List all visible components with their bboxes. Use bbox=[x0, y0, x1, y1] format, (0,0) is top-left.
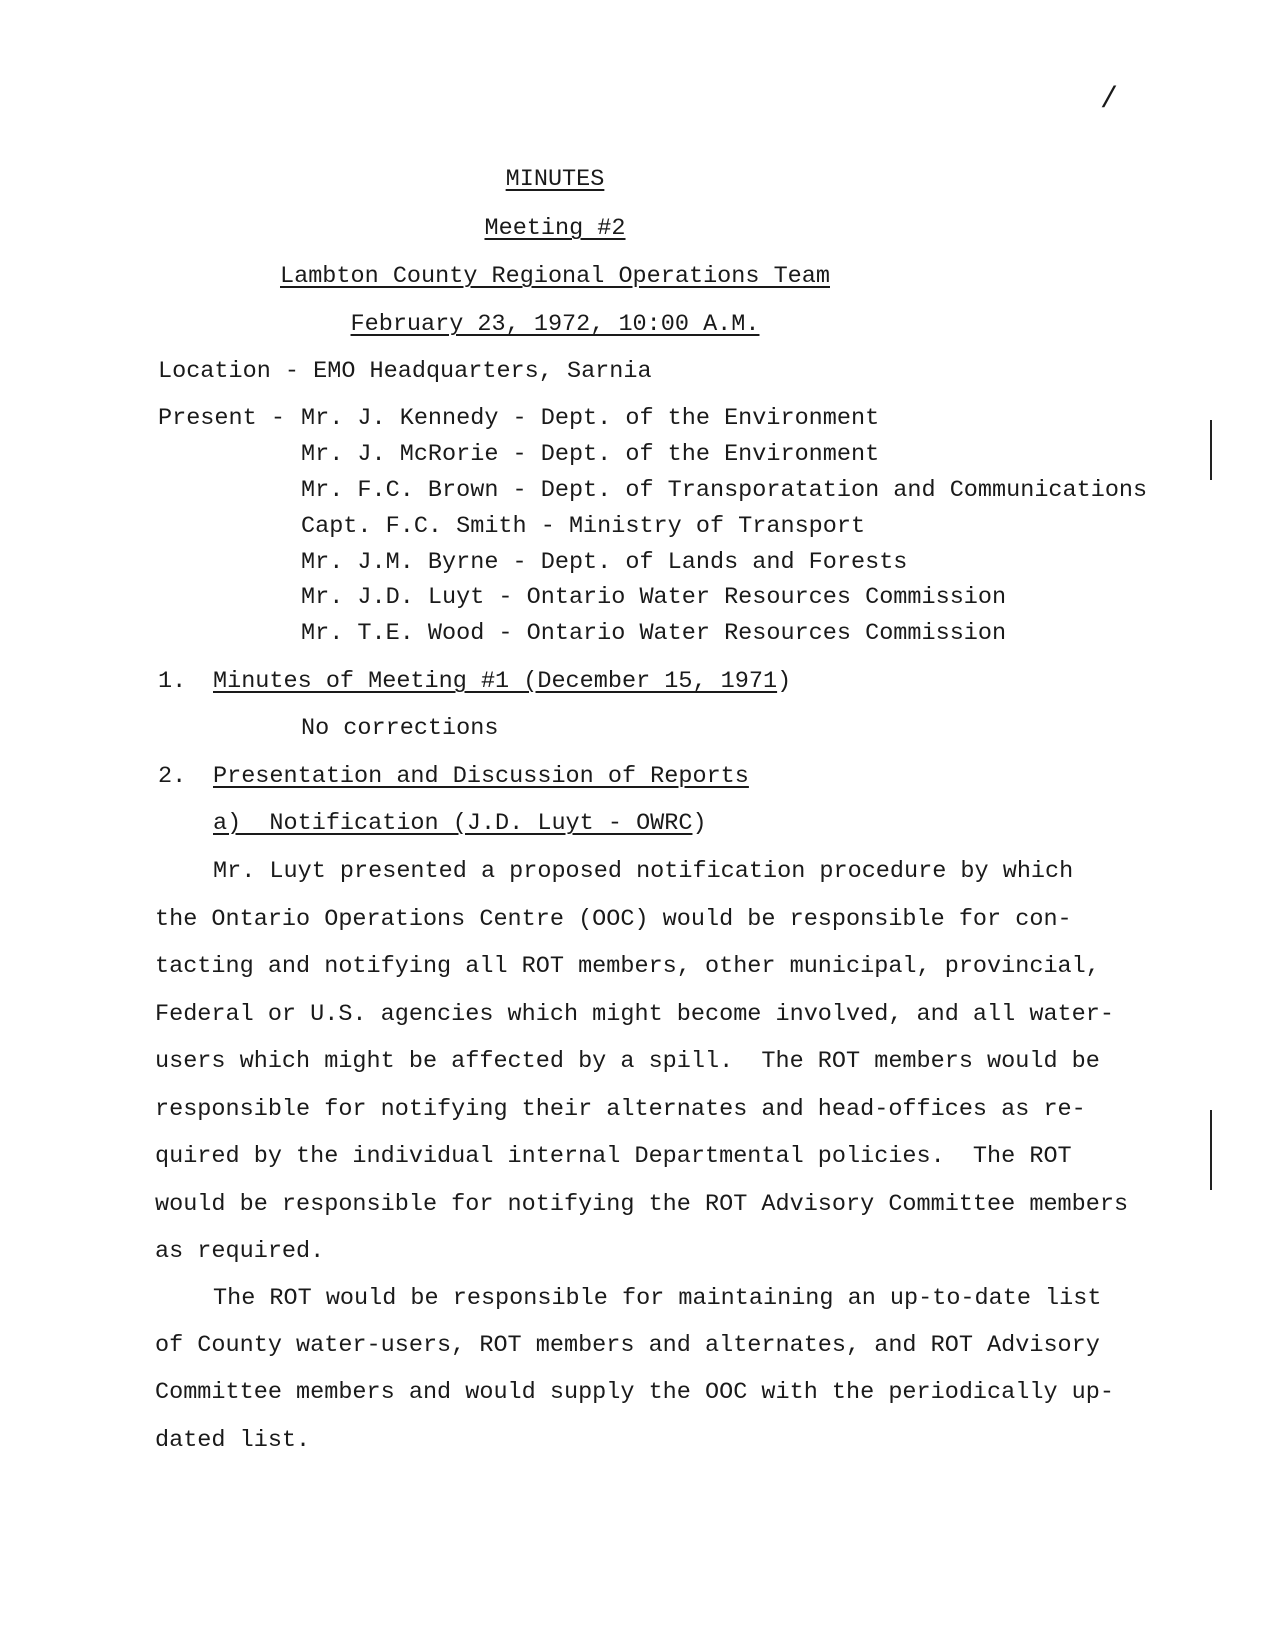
paragraph-line: of County water-users, ROT members and alternates, and ROT Advisory bbox=[155, 1332, 1100, 1359]
present-member: Mr. J. Kennedy - Dept. of the Environment bbox=[301, 405, 880, 432]
paragraph-line: The ROT would be responsible for maintaining an up-to-date list bbox=[213, 1285, 1102, 1312]
item-subheading-tail: ) bbox=[692, 810, 707, 837]
paragraph-line: Committee members and would supply the OOC with the periodically up- bbox=[155, 1379, 1114, 1406]
present-label: Present - bbox=[158, 405, 285, 432]
item-subheading bbox=[213, 810, 707, 838]
paragraph-line: tacting and notifying all ROT members, other municipal, provincial, bbox=[155, 953, 1100, 980]
item-number: 1. bbox=[158, 668, 187, 695]
paragraph-line: Federal or U.S. agencies which might become involved, and all water- bbox=[155, 1001, 1114, 1028]
present-member: Mr. J.D. Luyt - Ontario Water Resources Commission bbox=[301, 584, 1007, 611]
meeting-number: Meeting #2 bbox=[484, 215, 626, 242]
present-member: Mr. J. McRorie - Dept. of the Environment bbox=[301, 441, 880, 468]
paragraph-line: Mr. Luyt presented a proposed notification procedure by which bbox=[213, 858, 1074, 885]
item-note: No corrections bbox=[301, 715, 499, 742]
meeting-datetime: February 23, 1972, 10:00 A.M. bbox=[350, 311, 760, 338]
organization: Lambton County Regional Operations Team bbox=[280, 263, 830, 290]
paragraph-line: would be responsible for notifying the ROT Advisory Committee members bbox=[155, 1191, 1129, 1218]
location: Location - EMO Headquarters, Sarnia bbox=[158, 358, 652, 385]
present-member: Capt. F.C. Smith - Ministry of Transport bbox=[301, 513, 866, 540]
scan-artifact bbox=[1210, 420, 1212, 480]
paragraph-line: quired by the individual internal Departmental policies. The ROT bbox=[155, 1143, 1072, 1170]
paragraph-line: responsible for notifying their alternates and head-offices as re- bbox=[155, 1096, 1086, 1123]
paragraph-line: dated list. bbox=[155, 1427, 311, 1454]
scan-artifact bbox=[1210, 1110, 1212, 1190]
item-heading-text: Minutes of Meeting #1 (December 15, 1971 bbox=[213, 668, 778, 695]
document-title: MINUTES bbox=[505, 166, 605, 193]
paragraph-line: users which might be affected by a spill. The ROT members would be bbox=[155, 1048, 1100, 1075]
present-member: Mr. T.E. Wood - Ontario Water Resources Commission bbox=[301, 620, 1007, 647]
item-subheading-text: a) Notification (J.D. Luyt - OWRC bbox=[213, 810, 693, 837]
paragraph-line: the Ontario Operations Centre (OOC) would be responsible for con- bbox=[155, 906, 1072, 933]
present-member: Mr. F.C. Brown - Dept. of Transporatation and Communications bbox=[301, 477, 1148, 504]
present-member: Mr. J.M. Byrne - Dept. of Lands and Forests bbox=[301, 549, 908, 576]
item-number: 2. bbox=[158, 763, 187, 790]
page-mark: / bbox=[1100, 83, 1119, 117]
item-heading bbox=[213, 668, 791, 696]
item-heading-tail: ) bbox=[777, 668, 792, 695]
item-heading: Presentation and Discussion of Reports bbox=[213, 763, 749, 790]
paragraph-line: as required. bbox=[155, 1238, 325, 1265]
